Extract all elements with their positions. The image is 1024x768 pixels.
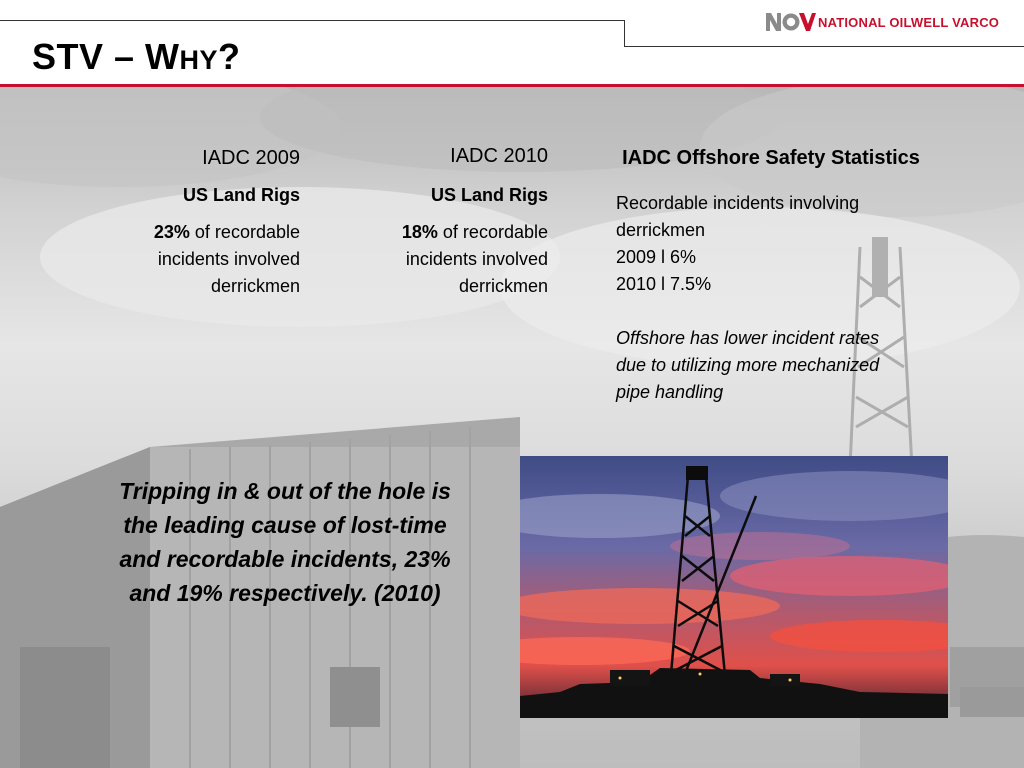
header-rule-step: [624, 20, 625, 46]
logo-text: NATIONAL OILWELL VARCO: [818, 14, 1000, 30]
slide-title: STV – WHY?: [32, 36, 241, 77]
header-rule-right: [624, 46, 1024, 47]
iadc-2010-column: [340, 143, 548, 300]
iadc-2009-stat: [96, 219, 300, 300]
iadc-2009-heading: IADC 2009: [202, 147, 300, 169]
offshore-line-2009: 2009 l 6%: [616, 247, 697, 267]
nov-logo-icon: [764, 11, 816, 33]
iadc-2010-stat: [340, 219, 548, 300]
tripping-quote: Tripping in & out of the hole is the leading cause of lost-time and recordable incidents, 23% and 19% respectively. (2010): [119, 478, 451, 606]
iadc-2009-column: [96, 145, 300, 300]
iadc-2009-stat-value: 23%: [153, 222, 190, 242]
header-rule-top: [0, 20, 624, 21]
drilling-rig-sunset-photo: [520, 456, 948, 718]
iadc-2010-subheading: US Land Rigs: [430, 185, 548, 205]
offshore-heading: IADC Offshore Safety Statistics: [622, 147, 920, 169]
offshore-note: Offshore has lower incident rates due to utilizing more mechanized pipe handling: [616, 328, 880, 402]
iadc-2009-subheading: US Land Rigs: [182, 185, 300, 205]
iadc-2010-heading: IADC 2010: [450, 145, 548, 167]
rig-sunset-image: [520, 456, 948, 718]
offshore-column: [616, 143, 932, 406]
iadc-2009-stat-text: of recordable incidents involved derrickmen: [157, 222, 300, 296]
nov-logo: [764, 9, 999, 35]
iadc-2010-stat-text: of recordable incidents involved derrickmen: [405, 222, 548, 296]
offshore-intro: Recordable incidents involving derrickmen: [616, 193, 860, 240]
offshore-line-2010: 2010 l 7.5%: [616, 274, 712, 294]
iadc-2010-stat-value: 18%: [401, 222, 438, 242]
